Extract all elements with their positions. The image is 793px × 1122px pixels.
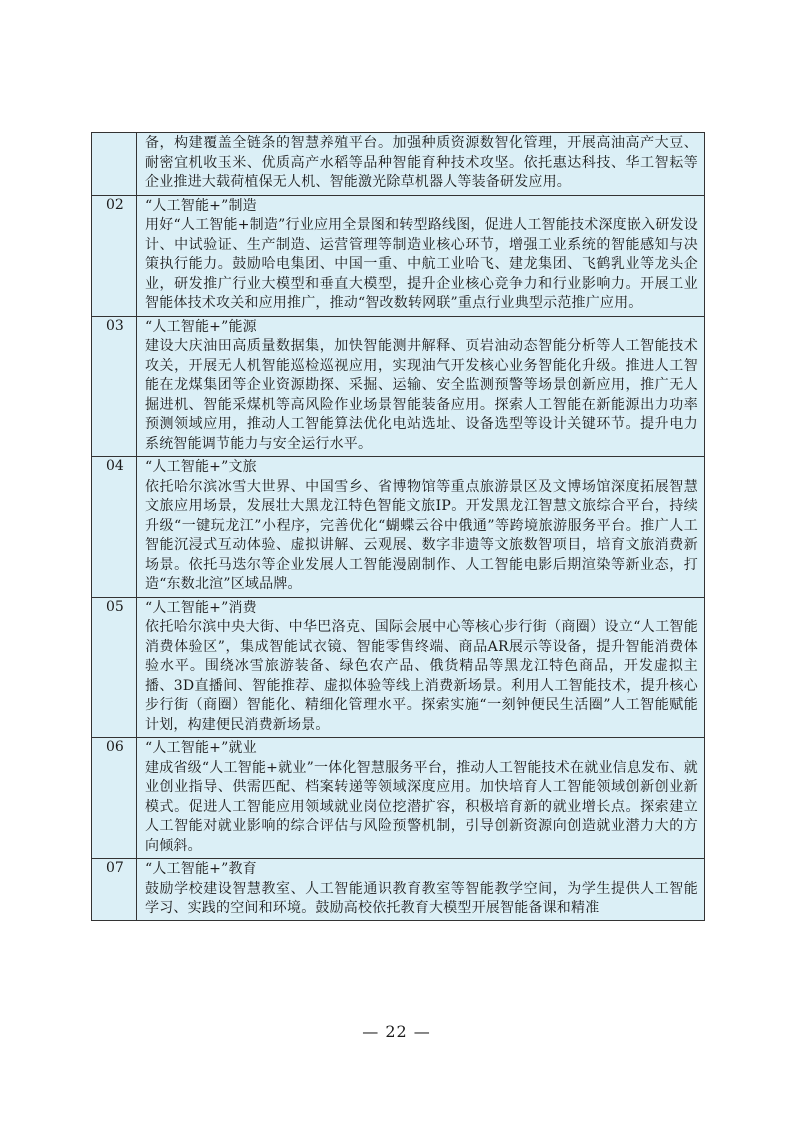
row-body: 依托哈尔滨中央大街、中华巴洛克、国际会展中心等核心步行街（商圈）设立“人工智能消费体验区”，集成智能试衣镜、智能零售终端、商品AR展示等设备，提升智能消费体验水平。围绕冰雪旅游装备、绿色农产品、俄货精品等黑龙江特色商品，开发虚拟主播、3D直播间、智能推荐、虚拟体验等线上消费新场景。利用人工智能技术，提升核心步行街（商圈）智能化、精细化管理水平。探索实施“一刻钟便民生活圈”人工智能赋能计划，构建便民消费新场景。 [145,619,698,733]
row-title: “人工智能+”文旅 [145,459,257,475]
row-content [136,738,704,858]
row-number: 02 [106,196,124,213]
row-number: 05 [106,598,124,615]
row-content [136,133,704,195]
row-content [136,196,704,316]
row-body: 备，构建覆盖全链条的智慧养殖平台。加强种质资源数智化管理，开展高油高产大豆、耐密宜机收玉米、优质高产水稻等品种智能育种技术攻坚。依托惠达科技、华工智耘等企业推进大载荷植保无人机、智能激光除草机器人等装备研发应用。 [145,135,698,190]
table-row [92,317,704,458]
table-row [92,196,704,317]
row-title: “人工智能+”能源 [145,318,257,335]
table-row [92,738,704,859]
row-content [136,859,704,921]
row-number: 07 [106,860,124,876]
row-number: 06 [106,739,124,755]
row-body: 建成省级“人工智能+就业”一体化智慧服务平台，推动人工智能技术在就业信息发布、就业创业指导、供需匹配、档案转递等领域深度应用。加快培育人工智能领域创新创业新模式。促进人工智能应用领域就业岗位挖潜扩容，积极培育新的就业增长点。探索建立人工智能对就业影响的综合评估与风险预警机制，引导创新资源向创造就业潜力大的方向倾斜。 [145,759,698,854]
row-number: 03 [106,317,124,334]
row-body: 依托哈尔滨冰雪大世界、中国雪乡、省博物馆等重点旅游景区及文博场馆深度拓展智慧文旅应用场景，发展壮大黑龙江特色智能文旅IP。开发黑龙江智慧文旅综合平台，持续升级“一键玩龙江”小程序，完善优化“蝴蝶云谷中俄通”等跨境旅游服务平台。推广人工智能沉浸式互动体验、虚拟讲解、云观展、数字非遗等文旅数智项目，培育文旅消费新场景。依托马迭尔等企业发展人工智能漫剧制作、人工智能电影后期渲染等新业态，打造“东数北渲”区域品牌。 [145,478,698,592]
row-body: 用好“人工智能+制造”行业应用全景图和转型路线图，促进人工智能技术深度嵌入研发设计、中试验证、生产制造、运营管理等制造业核心环节，增强工业系统的智能感知与决策执行能力。鼓励哈电集团、中国一重、中航工业哈飞、建龙集团、飞鹤乳业等龙头企业，研发推广行业大模型和垂直大模型，提升企业核心竞争力和行业影响力。开展工业智能体技术攻关和应用推广，推动“智改数转网联”重点行业典型示范推广应用。 [145,217,698,311]
table-row [92,133,704,196]
row-content [136,598,704,738]
row-content [136,317,704,457]
row-title: “人工智能+”制造 [145,197,257,214]
row-number: 04 [106,458,124,474]
table-row [92,598,704,739]
row-body: 建设大庆油田高质量数据集，加快智能测井解释、页岩油动态智能分析等人工智能技术攻关，开展无人机智能巡检巡视应用，实现油气开发核心业务智能化升级。推进人工智能在龙煤集团等企业资源勘探、采掘、运输、安全监测预警等场景创新应用，推广无人掘进机、智能采煤机等高风险作业场景智能装备应用。探索人工智能在新能源出力功率预测领域应用，推动人工智能算法优化电站选址、设备选型等设计关键环节。提升电力系统智能调节能力与安全运行水平。 [145,338,698,452]
row-title: “人工智能+”就业 [145,740,257,756]
row-title: “人工智能+”消费 [145,599,257,616]
row-body: 鼓励学校建设智慧教室、人工智能通识教育教室等智能教学空间，为学生提供人工智能学习、实践的空间和环境。鼓励高校依托教育大模型开展智能备课和精准 [145,880,698,916]
table-row [92,457,704,598]
row-content [136,457,704,597]
row-title: “人工智能+”教育 [145,861,257,877]
policy-table [91,132,705,921]
page-number: — 22 — [362,1022,431,1041]
table-row [92,859,704,921]
